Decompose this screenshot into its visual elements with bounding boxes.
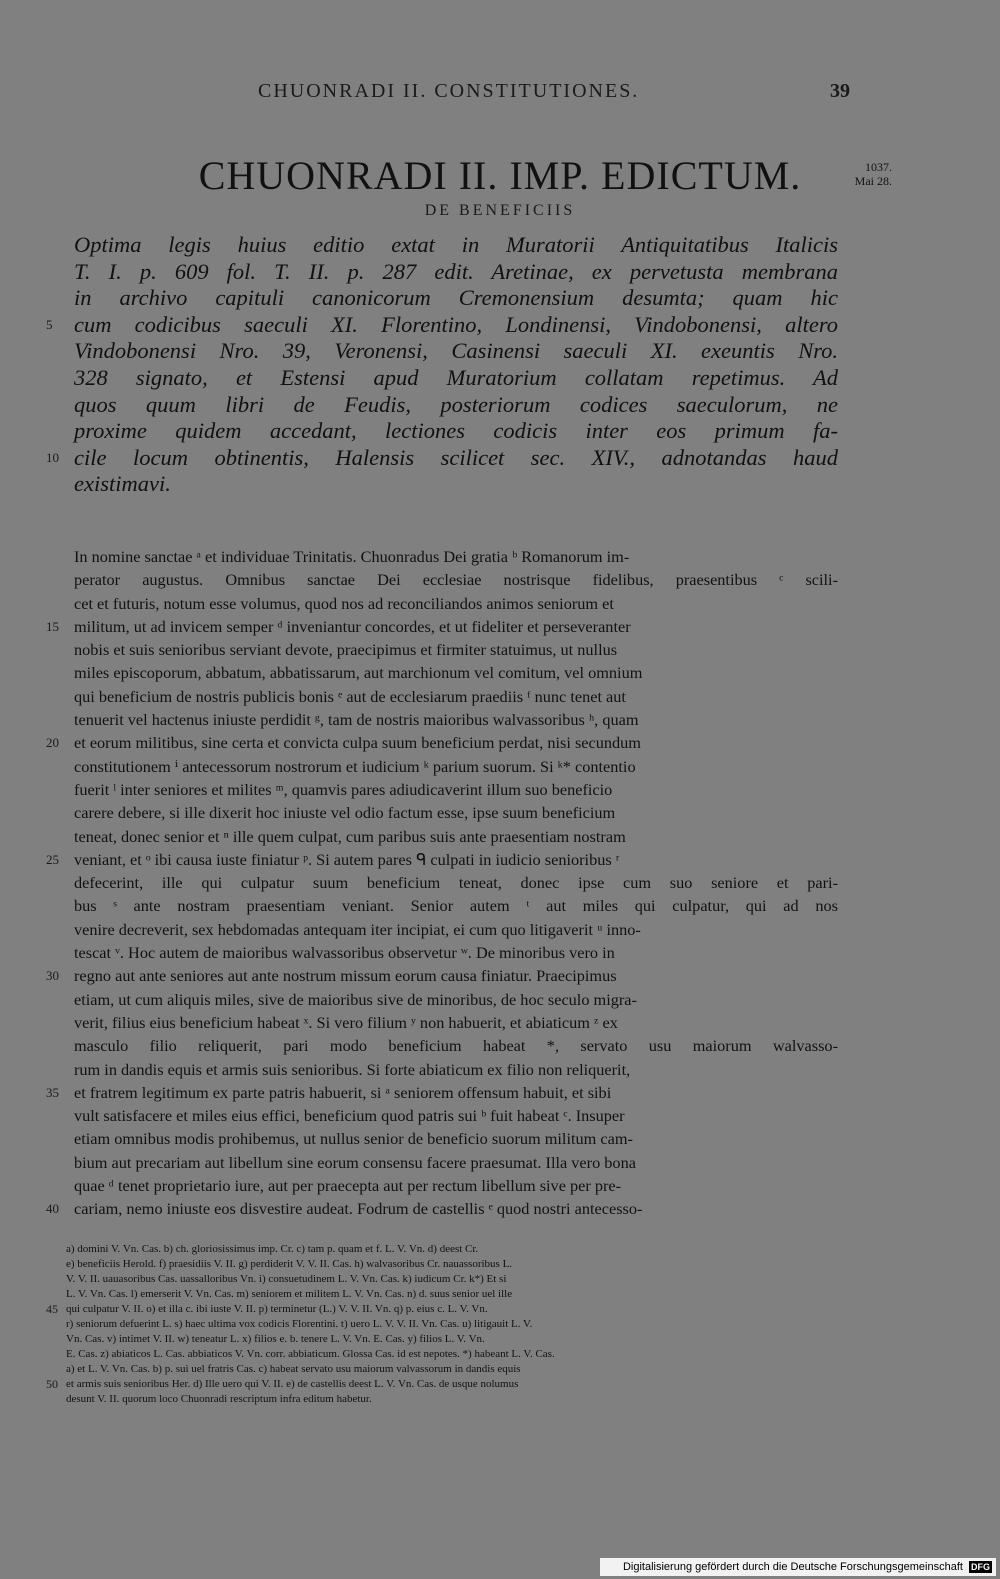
text-line <box>46 848 838 871</box>
line-text: venire decreverit, sex hebdomadas antequam iter incipiat, ei cum quo litigaverit ᵘ inno- <box>74 919 641 939</box>
footnote-line <box>46 1302 838 1317</box>
line-text: bium aut precariam aut libellum sine eorum consensu facere praesumat. Illa vero bona <box>74 1152 636 1172</box>
text-line <box>74 1127 838 1150</box>
line-text: a) et L. V. Vn. Cas. b) p. sui uel fratris Cas. c) habeat servato usu maiorum valvassorum in dandis equis <box>66 1363 521 1375</box>
footnote-line <box>66 1362 838 1377</box>
line-number: 20 <box>46 735 59 751</box>
line-text: tenuerit vel hactenus iniuste perdidit ᵍ, tam de nostris maioribus walvassoribus ʰ, quam <box>74 710 639 730</box>
page-title: CHUONRADI II. IMP. EDICTUM. <box>198 153 802 198</box>
text-line <box>74 918 838 941</box>
line-text: V. V. II. uauasoribus Cas. uassalloribus Vn. i) consuetudinem L. V. Vn. Cas. k) iudicum Cr. k*) Et si <box>66 1273 507 1285</box>
intro-paragraph <box>46 232 838 498</box>
line-text: quos quum libri de Feudis, posteriorum codices saeculorum, ne <box>74 391 838 417</box>
text-line <box>74 755 838 778</box>
footnote-line <box>66 1332 838 1347</box>
text-line <box>74 1058 838 1081</box>
intro-line <box>46 444 838 472</box>
text-line <box>74 1034 838 1057</box>
line-text: constitutionem ⁱ antecessorum nostrorum et iudicium ᵏ parium suorum. Si ᵏ* contentio <box>74 756 636 776</box>
intro-line <box>74 232 838 259</box>
line-text: Vindobonensi Nro. 39, Veronensi, Casinensi saeculi XI. exeuntis Nro. <box>74 338 838 364</box>
line-text: qui culpatur V. II. o) et illa c. ibi iuste V. II. p) terminetur (L.) V. V. II. Vn. q) p. eius c. L. V. Vn. <box>66 1303 488 1315</box>
margin-date <box>842 160 892 188</box>
text-line <box>74 592 838 615</box>
footnote-line <box>66 1392 838 1407</box>
text-line <box>74 545 838 568</box>
text-line <box>74 801 838 824</box>
line-number: 50 <box>46 1377 58 1391</box>
line-text: qui beneficium de nostris publicis bonis ᵉ aut de ecclesiarum praediis ᶠ nunc tenet aut <box>74 686 626 706</box>
line-text: L. V. Vn. Cas. l) emerserit V. Vn. Cas. m) seniorem et militem L. V. Vn. Cas. n) d. suus senior uel ille <box>66 1288 513 1300</box>
line-text: masculo filio reliquerit, pari modo beneficium habeat *, servato usu maiorum walvasso- <box>74 1036 838 1056</box>
margin-date-year: 1037. <box>865 160 892 174</box>
intro-line <box>46 311 838 339</box>
text-line <box>74 825 838 848</box>
line-text: e) beneficiis Herold. f) praesidiis V. II. g) perdiderit V. V. II. Cas. h) walvasoribus Cr. nauassoribus L. <box>66 1258 513 1270</box>
line-text: cariam, nemo iniuste eos disvestire audeat. Fodrum de castellis ᵉ quod nostri antecesso- <box>74 1199 643 1219</box>
text-line <box>74 1151 838 1174</box>
line-number: 10 <box>46 449 59 465</box>
line-number: 40 <box>46 1201 59 1217</box>
text-line <box>74 894 838 917</box>
text-line <box>74 941 838 964</box>
line-text: T. I. p. 609 fol. T. II. p. 287 edit. Aretinae, ex pervetusta membrana <box>74 258 838 284</box>
line-text: teneat, donec senior et ⁿ ille quem culpat, cum paribus suis ante praesentiam nostram <box>74 826 626 846</box>
intro-line <box>74 365 838 392</box>
line-text: Optima legis huius editio extat in Muratorii Antiquitatibus Italicis <box>74 232 838 257</box>
footnotes <box>46 1242 838 1407</box>
page-number: 39 <box>830 80 850 102</box>
footer-credit <box>600 1558 996 1576</box>
line-text: regno aut ante seniores aut ante nostrum missum eorum causa finiatur. Praecipimus <box>74 966 617 986</box>
text-line <box>74 778 838 801</box>
running-title: CHUONRADI II. CONSTITUTIONES. <box>258 80 640 102</box>
text-line <box>74 685 838 708</box>
footnote-line <box>66 1272 838 1287</box>
line-text: cum codicibus saeculi XI. Florentino, Londinensi, Vindobonensi, altero <box>74 311 838 337</box>
line-number: 5 <box>46 316 53 332</box>
line-text: verit, filius eius beneficium habeat ˣ. Si vero filium ʸ non habuerit, et abiaticum ᶻ ex <box>74 1012 618 1032</box>
dfg-logo: DFG <box>971 1562 990 1573</box>
text-line <box>74 708 838 731</box>
text-line <box>74 661 838 684</box>
line-text: carere debere, si ille dixerit hoc iniuste vel odio factum esse, ipse suum beneficium <box>74 803 616 823</box>
edict-text <box>46 545 838 1221</box>
running-head <box>150 80 850 108</box>
margin-date-day: Mai 28. <box>854 174 892 188</box>
line-text: existimavi. <box>74 471 171 497</box>
line-number: 35 <box>46 1084 59 1100</box>
line-text: perator augustus. Omnibus sanctae Dei ecclesiae nostrisque fidelibus, praesentibus ᶜ scili- <box>74 570 838 590</box>
line-text: fuerit ˡ inter seniores et milites ᵐ, quamvis pares adiudicaverint illum suo beneficio <box>74 779 613 799</box>
text-line <box>46 731 838 754</box>
text-line <box>74 1011 838 1034</box>
intro-line <box>74 471 838 498</box>
line-text: cet et futuris, notum esse volumus, quod nos ad reconciliandos animos seniorum et <box>74 593 614 613</box>
intro-line <box>74 338 838 365</box>
line-text: militum, ut ad invicem semper ᵈ inveniantur concordes, et ut fideliter et perseveranter <box>74 616 631 636</box>
intro-line <box>74 392 838 419</box>
line-text: cile locum obtinentis, Halensis scilicet sec. XIV., adnotandas haud <box>74 444 838 470</box>
line-number: 30 <box>46 968 59 984</box>
line-number: 15 <box>46 618 59 634</box>
line-text: veniant, et ᵒ ibi causa iuste finiatur ᵖ. Si autem pares ᑫ culpati in iudicio senioribus ʳ <box>74 849 620 869</box>
line-text: r) seniorum defuerint L. s) haec ultima vox codicis Florentini. t) uero L. V. V. II. Vn. Cas. u) litigauit L. V. <box>66 1318 533 1330</box>
line-text: rum in dandis equis et armis suis senioribus. Si forte abiaticum ex filio non reliquerit, <box>74 1059 631 1079</box>
line-text: vult satisfacere et miles eius effici, beneficium quod patris sui ᵇ fuit habeat ᶜ. Insuper <box>74 1106 625 1126</box>
intro-line <box>74 418 838 445</box>
line-number: 45 <box>46 1302 58 1316</box>
intro-line <box>74 259 838 286</box>
line-text: tescat ᵛ. Hoc autem de maioribus walvassoribus observetur ʷ. De minoribus vero in <box>74 943 615 963</box>
text-line <box>74 638 838 661</box>
line-text: nobis et suis senioribus serviant devote, praecipimus et firmiter statuimus, ut nullus <box>74 640 618 660</box>
intro-line <box>74 285 838 312</box>
line-text: et armis suis senioribus Her. d) Ille uero qui V. II. e) de castellis deest L. V. Vn. Cas. de usque nolumus <box>66 1378 519 1390</box>
text-line <box>46 1197 838 1220</box>
line-text: desunt V. II. quorum loco Chuonradi rescriptum infra editum habetur. <box>66 1393 372 1405</box>
footnote-line <box>66 1242 838 1257</box>
line-text: et fratrem legitimum ex parte patris habuerit, si ᵃ seniorem offensum habuit, et sibi <box>74 1082 612 1102</box>
line-text: E. Cas. z) abiaticos L. Cas. abbiaticos V. Vn. corr. abbiaticum. Glossa Cas. id est nepotes. *) habeant L. V. Cas. <box>66 1348 555 1360</box>
line-text: miles episcoporum, abbatum, abbatissarum, aut marchionum vel comitum, vel omnium <box>74 663 643 683</box>
line-text: etiam omnibus modis prohibemus, ut nullus senior de beneficio suorum militum cam- <box>74 1129 633 1149</box>
text-line <box>74 1174 838 1197</box>
footnote-line <box>66 1287 838 1302</box>
page-subtitle: DE BENEFICIIS <box>424 202 576 219</box>
line-text: etiam, ut cum aliquis miles, sive de maioribus sive de minoribus, de hoc seculo migra- <box>74 989 637 1009</box>
footnote-line <box>66 1317 838 1332</box>
footer-credit-text: Digitalisierung gefördert durch die Deutsche Forschungsgemeinschaft <box>622 1561 963 1573</box>
text-line <box>46 964 838 987</box>
line-text: in archivo capituli canonicorum Cremonensium desumta; quam hic <box>74 285 838 311</box>
line-text: Vn. Cas. v) intimet V. II. w) teneatur L. x) filios e. b. tenere L. V. Vn. E. Cas. y) filios L. V. Vn. <box>66 1333 485 1345</box>
text-line <box>46 615 838 638</box>
line-text: 328 signato, et Estensi apud Muratorium collatam repetimus. Ad <box>74 364 838 390</box>
line-text: defecerint, ille qui culpatur suum beneficium teneat, donec ipse cum suo seniore et pari- <box>74 873 838 893</box>
footnote-line <box>66 1257 838 1272</box>
line-text: et eorum militibus, sine certa et convicta culpa suum beneficium perdat, nisi secundum <box>74 733 641 753</box>
text-line <box>74 988 838 1011</box>
line-text: quae ᵈ tenet proprietario iure, aut per praecepta aut per rectum libellum sive per pre- <box>74 1176 622 1196</box>
text-line <box>46 1081 838 1104</box>
text-line <box>74 568 838 591</box>
line-text: a) domini V. Vn. Cas. b) ch. gloriosissimus imp. Cr. c) tam p. quam et f. L. V. Vn. d) deest Cr. <box>66 1243 479 1255</box>
line-number: 25 <box>46 851 59 867</box>
line-text: In nomine sanctae ᵃ et individuae Trinitatis. Chuonradus Dei gratia ᵇ Romanorum im- <box>74 547 630 566</box>
footnote-line <box>46 1377 838 1392</box>
footnote-line <box>66 1347 838 1362</box>
text-line <box>74 871 838 894</box>
text-line <box>74 1104 838 1127</box>
line-text: bus ˢ ante nostram praesentiam veniant. Senior autem ᵗ aut miles qui culpatur, qui ad nos <box>74 896 838 916</box>
line-text: proxime quidem accedant, lectiones codicis inter eos primum fa- <box>74 418 838 444</box>
